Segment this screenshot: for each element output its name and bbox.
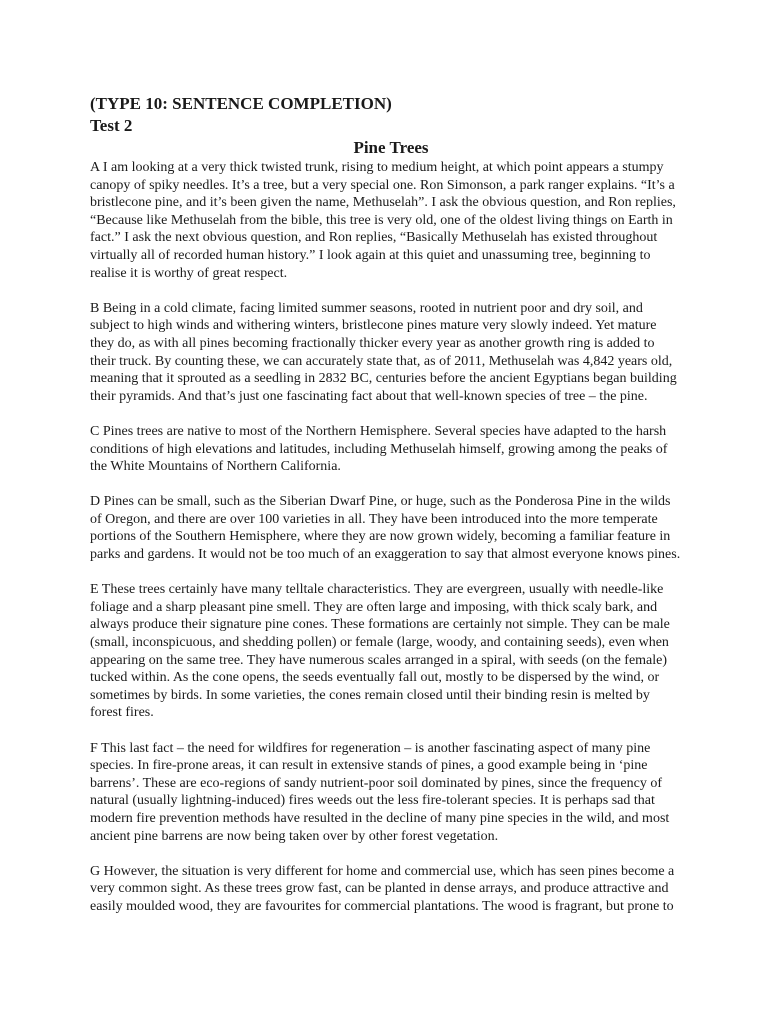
paragraph-c: C Pines trees are native to most of the Northern Hemisphere. Several species have adapted to the harsh conditions of high elevations and latitudes, including Methuselah himself, growing among the peaks of the White Mountains of Northern California. [90,423,668,475]
document-page [90,93,682,933]
paragraph-f: F This last fact – the need for wildfires for regeneration – is another fascinating aspect of many pine species. In fire-prone areas, it can result in extensive stands of pines, a good example being in ‘pine barrens’. These are eco-regions of sandy nutrient-poor soil dominated by pines, since the frequency of natural (usually lightning-induced) fires weeds out the less fire-tolerant species. It is perhaps sad that modern fire prevention methods have resulted in the decline of many pine species in the wild, and most ancient pine barrens are now being taken over by other forest vegetation. [90,740,670,844]
type-heading: (TYPE 10: SENTENCE COMPLETION) [90,94,392,113]
paragraph-a: A I am looking at a very thick twisted trunk, rising to medium height, at which point appears a stumpy canopy of spiky needles. It’s a tree, but a very special one. Ron Simonson, a park ranger explains. “It’s a bristlecone pine, and it’s been given the name, Methuselah”. I ask the obvious question, and Ron replies, “Because like Methuselah from the bible, this tree is very old, one of the oldest living things on Earth in fact.” I ask the next obvious question, and Ron replies, “Basically Methuselah has existed throughout virtually all of recorded human history.” I look again at this quiet and unassuming tree, beginning to realise it is worthy of great respect. [90,160,676,281]
paragraph-d: D Pines can be small, such as the Siberian Dwarf Pine, or huge, such as the Ponderosa Pine in the wilds of Oregon, and there are over 100 varieties in all. They have been introduced into the more temperate portions of the Southern Hemisphere, where they are now grown widely, becoming a familiar feature in parks and gardens. It would not be too much of an exaggeration to say that almost everyone knows pines. [90,494,681,563]
paragraph-b: B Being in a cold climate, facing limited summer seasons, rooted in nutrient poor and dry soil, and subject to high winds and withering winters, bristlecone pines mature very slowly indeed. Yet mature they do, as with all pines becoming fractionally thicker every year as another growth ring is added to their truck. By counting these, we can accurately state that, as of 2011, Methuselah was 4,842 years old, meaning that it sprouted as a seedling in 2832 BC, centuries before the ancient Egyptians began building their pyramids. And that’s just one fascinating fact about that well-known species of tree – the pine. [90,300,677,404]
test-heading: Test 2 [90,116,133,135]
paragraph-g: G However, the situation is very different for home and commercial use, which has seen pines become a very common sight. As these trees grow fast, can be planted in dense arrays, and produce attractive and easily moulded wood, they are favourites for commercial plantations. The wood is fragrant, but prone to [90,863,675,914]
paragraph-e: E These trees certainly have many telltale characteristics. They are evergreen, usually with needle-like foliage and a sharp pleasant pine smell. They are often large and imposing, with thick scaly bark, and always produce their signature pine cones. These formations are certainly not simple. They can be male (small, inconspicuous, and shedding pollen) or female (large, woody, and containing seeds), even when appearing on the same tree. They have numerous scales arranged in a spiral, with seeds (on the female) tucked within. As the cone opens, the seeds eventually fall out, mostly to be dispersed by the wind, or sometimes by birds. In some varieties, the cones remain closed until their binding resin is melted by forest fires. [90,582,670,721]
article-title: Pine Trees [353,138,429,157]
